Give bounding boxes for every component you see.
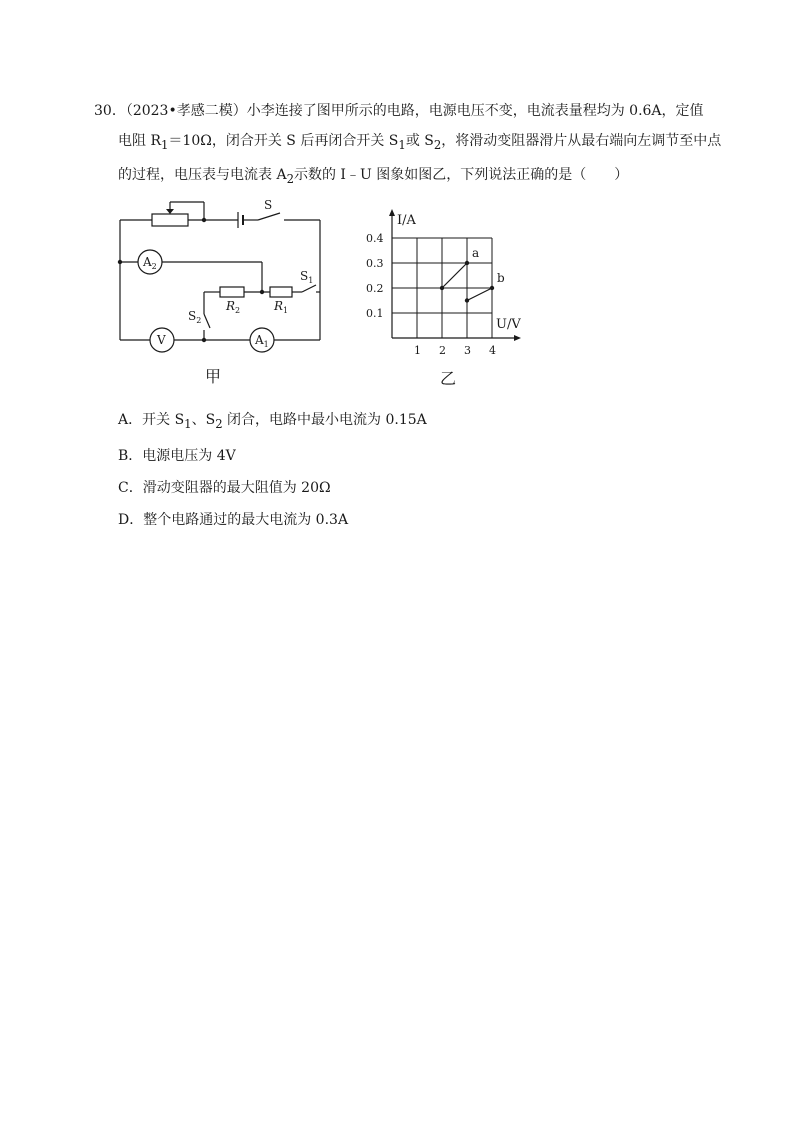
- caption-jia: 甲: [205, 367, 222, 386]
- resistor-r1: [270, 287, 292, 297]
- x-axis-arrow: [514, 335, 521, 341]
- question-number: 30．: [94, 103, 126, 119]
- label-a2: $A_2$: [143, 255, 157, 271]
- data-point-b: [490, 286, 494, 290]
- y-tick-label: 0.2: [366, 282, 384, 295]
- switch-s2: [204, 314, 210, 328]
- switch-s: [258, 213, 280, 220]
- question-source: （2023•孝感二模）: [125, 103, 247, 119]
- y-tick-label: 0.1: [366, 307, 384, 320]
- x-tick-label: 2: [439, 344, 446, 357]
- switch-s1: [302, 285, 316, 292]
- series-line-a: [442, 263, 467, 288]
- label-r1: $R_1$: [274, 299, 289, 315]
- series-label-b: b: [497, 271, 505, 285]
- iu-chart: [356, 200, 536, 360]
- y-tick-label: 0.4: [366, 232, 384, 245]
- question-line-2: 电阻 $R_1=10\Omega$，闭合开关 S 后再闭合开关 $S_1$或 $S_2$，将滑动变阻器滑片从最右端向左调节至中点: [118, 133, 722, 152]
- series-label-a: a: [472, 246, 480, 260]
- option-a[interactable]: A．开关 $S_1$、$S_2$ 闭合，电路中最小电流为 0.15A: [118, 412, 427, 431]
- label-v: V: [157, 333, 166, 347]
- circuit-diagram: [112, 192, 332, 362]
- question-line-3: 的过程，电压表与电流表 $A_2$示数的 I﹣U 图象如图乙，下列说法正确的是（ ）: [118, 166, 629, 186]
- label-s: S: [264, 198, 273, 212]
- rheostat: [152, 214, 188, 226]
- x-tick-label: 1: [414, 344, 421, 357]
- option-b[interactable]: B．电源电压为 4V: [118, 447, 236, 464]
- data-point-a: [465, 261, 469, 265]
- option-c[interactable]: C．滑动变阻器的最大阻值为 20Ω: [118, 479, 331, 496]
- y-axis-arrow: [389, 209, 395, 216]
- label-a1: $A_1$: [255, 333, 269, 349]
- y-axis-label: I/A: [397, 213, 416, 228]
- y-tick-label: 0.3: [366, 257, 384, 270]
- label-r2: $R_2$: [226, 299, 241, 315]
- caption-yi: 乙: [440, 369, 457, 388]
- resistor-r2: [220, 287, 244, 297]
- x-tick-label: 3: [464, 344, 471, 357]
- label-s1: $S_1$: [300, 269, 314, 285]
- question: [94, 96, 722, 194]
- x-axis-label: U/V: [496, 317, 521, 332]
- label-s2: $S_2$: [188, 309, 202, 325]
- options: [118, 404, 427, 536]
- data-point-b: [465, 298, 469, 302]
- option-d[interactable]: D．整个电路通过的最大电流为 0.3A: [118, 511, 349, 528]
- x-tick-label: 4: [489, 344, 496, 357]
- data-point-a: [440, 286, 444, 290]
- series-line-b: [467, 288, 492, 301]
- question-line-1: 30．（2023•孝感二模）小李连接了图甲所示的电路，电源电压不变，电流表量程均为 0.6A，定值: [94, 103, 704, 119]
